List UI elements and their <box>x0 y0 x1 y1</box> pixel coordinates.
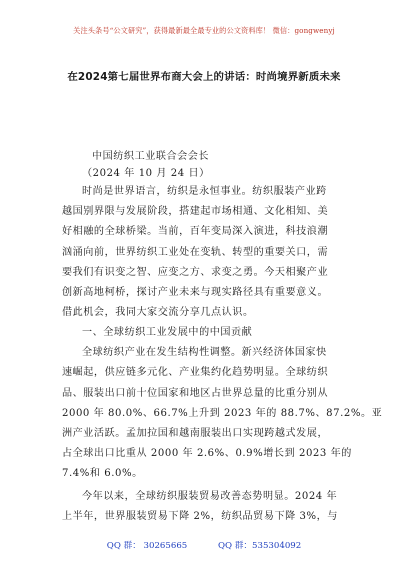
paragraph-line: 洲产业活跃。孟加拉国和越南服装出口实现跨越式发展， <box>62 428 329 439</box>
paragraph-line: 速崛起，供应链多元化、产业集约化趋势明显。全球纺织 <box>62 367 329 378</box>
paragraph-line: 品、服装出口前十位国家和地区占世界总量的比重分别从 <box>62 388 329 399</box>
paragraph-line: 全球纺织产业在发生结构性调整。新兴经济体国家快 <box>82 347 327 358</box>
paragraph-line: 创新高地柯桥，探讨产业未来与现实路径具有重要意义。 <box>62 287 329 298</box>
paragraph-line: 2000 年 80.0%、66.7%上升到 2023 年的 88.7%、87.2%。亚 <box>62 408 383 419</box>
qq-group-2: QQ 群：535304092 <box>218 541 302 551</box>
speaker-line: 中国纺织工业联合会会长 <box>92 151 210 162</box>
paragraph-line: 时尚是世界语言，纺织是永恒事业。纺织服装产业跨 <box>82 186 327 197</box>
paragraph-line: 好相融的全球桥梁。当前，百年变局深入演进，科技浪潮 <box>62 226 329 237</box>
paragraph-line: 占全球出口比重从 2000 年 2.6%、0.9%增长到 2023 年的 <box>62 448 352 459</box>
paragraph-line: 借此机会，我同大家交流分享几点认识。 <box>62 307 254 318</box>
section-heading: 一、全球纺织工业发展中的中国贡献 <box>82 327 253 338</box>
date-line: （2024 年 10 月 24 日） <box>82 168 210 179</box>
document-title: 在2024第七届世界布商大会上的讲话：时尚境界新质未来 <box>67 71 341 83</box>
qq-footer <box>0 539 408 551</box>
paragraph-line: 今年以来，全球纺织服装贸易改善态势明显。2024 年 <box>82 491 338 502</box>
paragraph-line: 越国别界限与发展阶段，搭建起市场相通、文化相知、美 <box>62 206 329 217</box>
paragraph-line: 汹涌向前，世界纺织工业处在变轨、转型的重要关口，需 <box>62 247 329 258</box>
paragraph-line: 上半年，世界服装贸易下降 2%，纺织品贸易下降 3%，与 <box>62 511 338 522</box>
paragraph-line: 要我们有识变之智、应变之方、求变之勇。今天相聚产业 <box>62 267 329 278</box>
promo-header: 关注头条号“公文研究”，获得最新最全最专业的公文资料库！ 微信：gongwenyj <box>73 26 335 35</box>
paragraph-line: 7.4%和 6.0%。 <box>62 468 143 479</box>
qq-group-1: QQ 群： 30265665 <box>106 541 188 551</box>
